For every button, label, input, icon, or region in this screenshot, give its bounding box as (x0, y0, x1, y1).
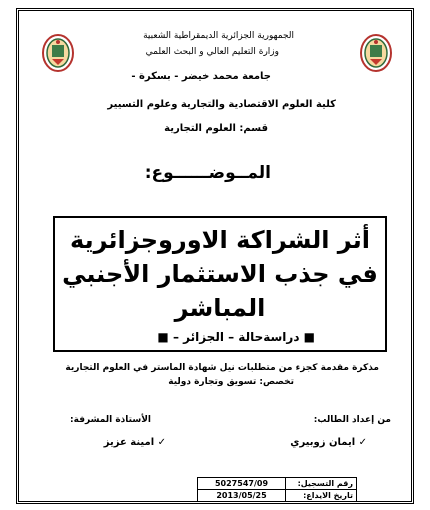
table-row (198, 490, 357, 502)
faculty-name: كلية العلوم الاقتصادية والتجارية وعلوم التسيير (107, 99, 336, 110)
thesis-title-line-2: في جذب الاستثمار الأجنبي (62, 260, 378, 288)
memo-description: مذكرة مقدمة كجزء من متطلبات نيل شهادة الماستر في العلوم التجارية (65, 363, 379, 373)
deposit-date-value: 2013/05/25 (198, 490, 286, 502)
cover-page (16, 8, 414, 504)
supervisor-label: الأستاذة المشرفة: (70, 415, 151, 425)
subject-label: المــوضــــــوع: (144, 163, 271, 183)
university-logo-left (41, 33, 75, 73)
registration-number-label: رقم التسجيل: (286, 478, 357, 490)
department-name: قسم: العلوم التجارية (164, 123, 268, 134)
student-label: من إعداد الطالب: (313, 415, 391, 425)
deposit-date-label: تاريخ الايداع: (286, 490, 357, 502)
registration-table (197, 477, 357, 502)
table-row (198, 478, 357, 490)
ministry-name: وزارة التعليم العالي و البحث العلمي (145, 47, 279, 57)
specialization: تخصص: تسويق وتجارة دولية (168, 377, 294, 387)
thesis-title-line-3: المباشر (174, 294, 266, 322)
title-box (53, 216, 387, 352)
university-emblem-icon (41, 33, 75, 73)
case-study-label: ■ دراسةحالة – الجزائر – ■ (157, 330, 315, 344)
student-name: ✓ ايمان زوبيري (290, 437, 367, 448)
university-emblem-icon (359, 33, 393, 73)
university-name: جامعة محمد خيضر - بسكرة - (131, 71, 271, 82)
thesis-title-line-1: أثر الشراكة الاوروجزائرية (70, 226, 370, 254)
republic-name: الجمهورية الجزائرية الديمقراطية الشعبية (143, 31, 294, 41)
university-logo-right (359, 33, 393, 73)
registration-number-value: 5027547/09 (198, 478, 286, 490)
supervisor-name: ✓ امينة عزيز (103, 437, 166, 448)
